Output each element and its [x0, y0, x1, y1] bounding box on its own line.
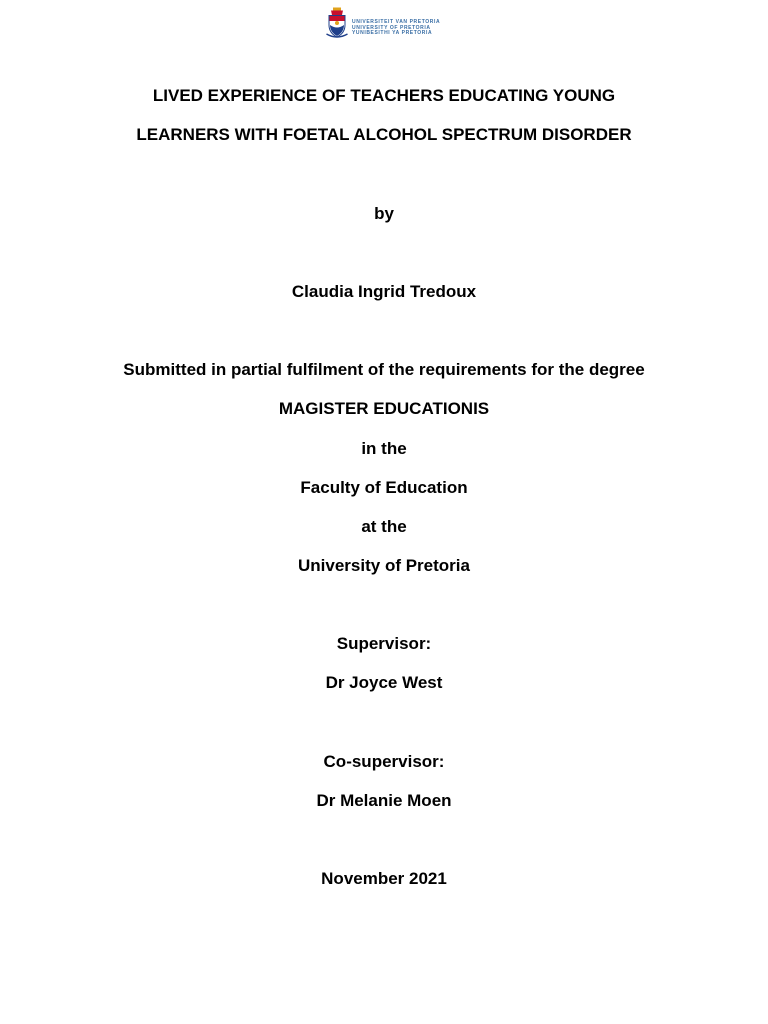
logo-line-afrikaans: UNIVERSITEIT VAN PRETORIA: [352, 19, 441, 25]
supervisor-label: Supervisor:: [336, 634, 432, 653]
logo-wordmark: [352, 20, 440, 37]
supervisor-name: Dr Joyce West: [325, 673, 443, 692]
submission-statement: Submitted in partial fulfilment of the requirements for the degree: [123, 360, 645, 379]
submission-date: November 2021: [321, 869, 447, 888]
by-label: by: [374, 204, 394, 223]
co-supervisor-label: Co-supervisor:: [323, 752, 445, 771]
faculty-name: Faculty of Education: [300, 478, 468, 497]
university-logo: [326, 7, 444, 41]
thesis-title-line-1: LIVED EXPERIENCE OF TEACHERS EDUCATING YOUNG: [152, 86, 616, 105]
logo-line-english: UNIVERSITY OF PRETORIA: [352, 24, 431, 31]
degree-name: MAGISTER EDUCATIONIS: [278, 399, 490, 418]
logo-line-sepedi: YUNIBESITHI YA PRETORIA: [352, 30, 433, 37]
co-supervisor-name: Dr Melanie Moen: [316, 791, 452, 810]
author-name: Claudia Ingrid Tredoux: [291, 282, 477, 301]
in-the-text: in the: [361, 439, 407, 458]
at-the-text: at the: [361, 517, 407, 536]
university-name: University of Pretoria: [298, 556, 470, 575]
university-crest-icon: [326, 7, 348, 39]
thesis-title-line-2: LEARNERS WITH FOETAL ALCOHOL SPECTRUM DISORDER: [136, 125, 632, 144]
